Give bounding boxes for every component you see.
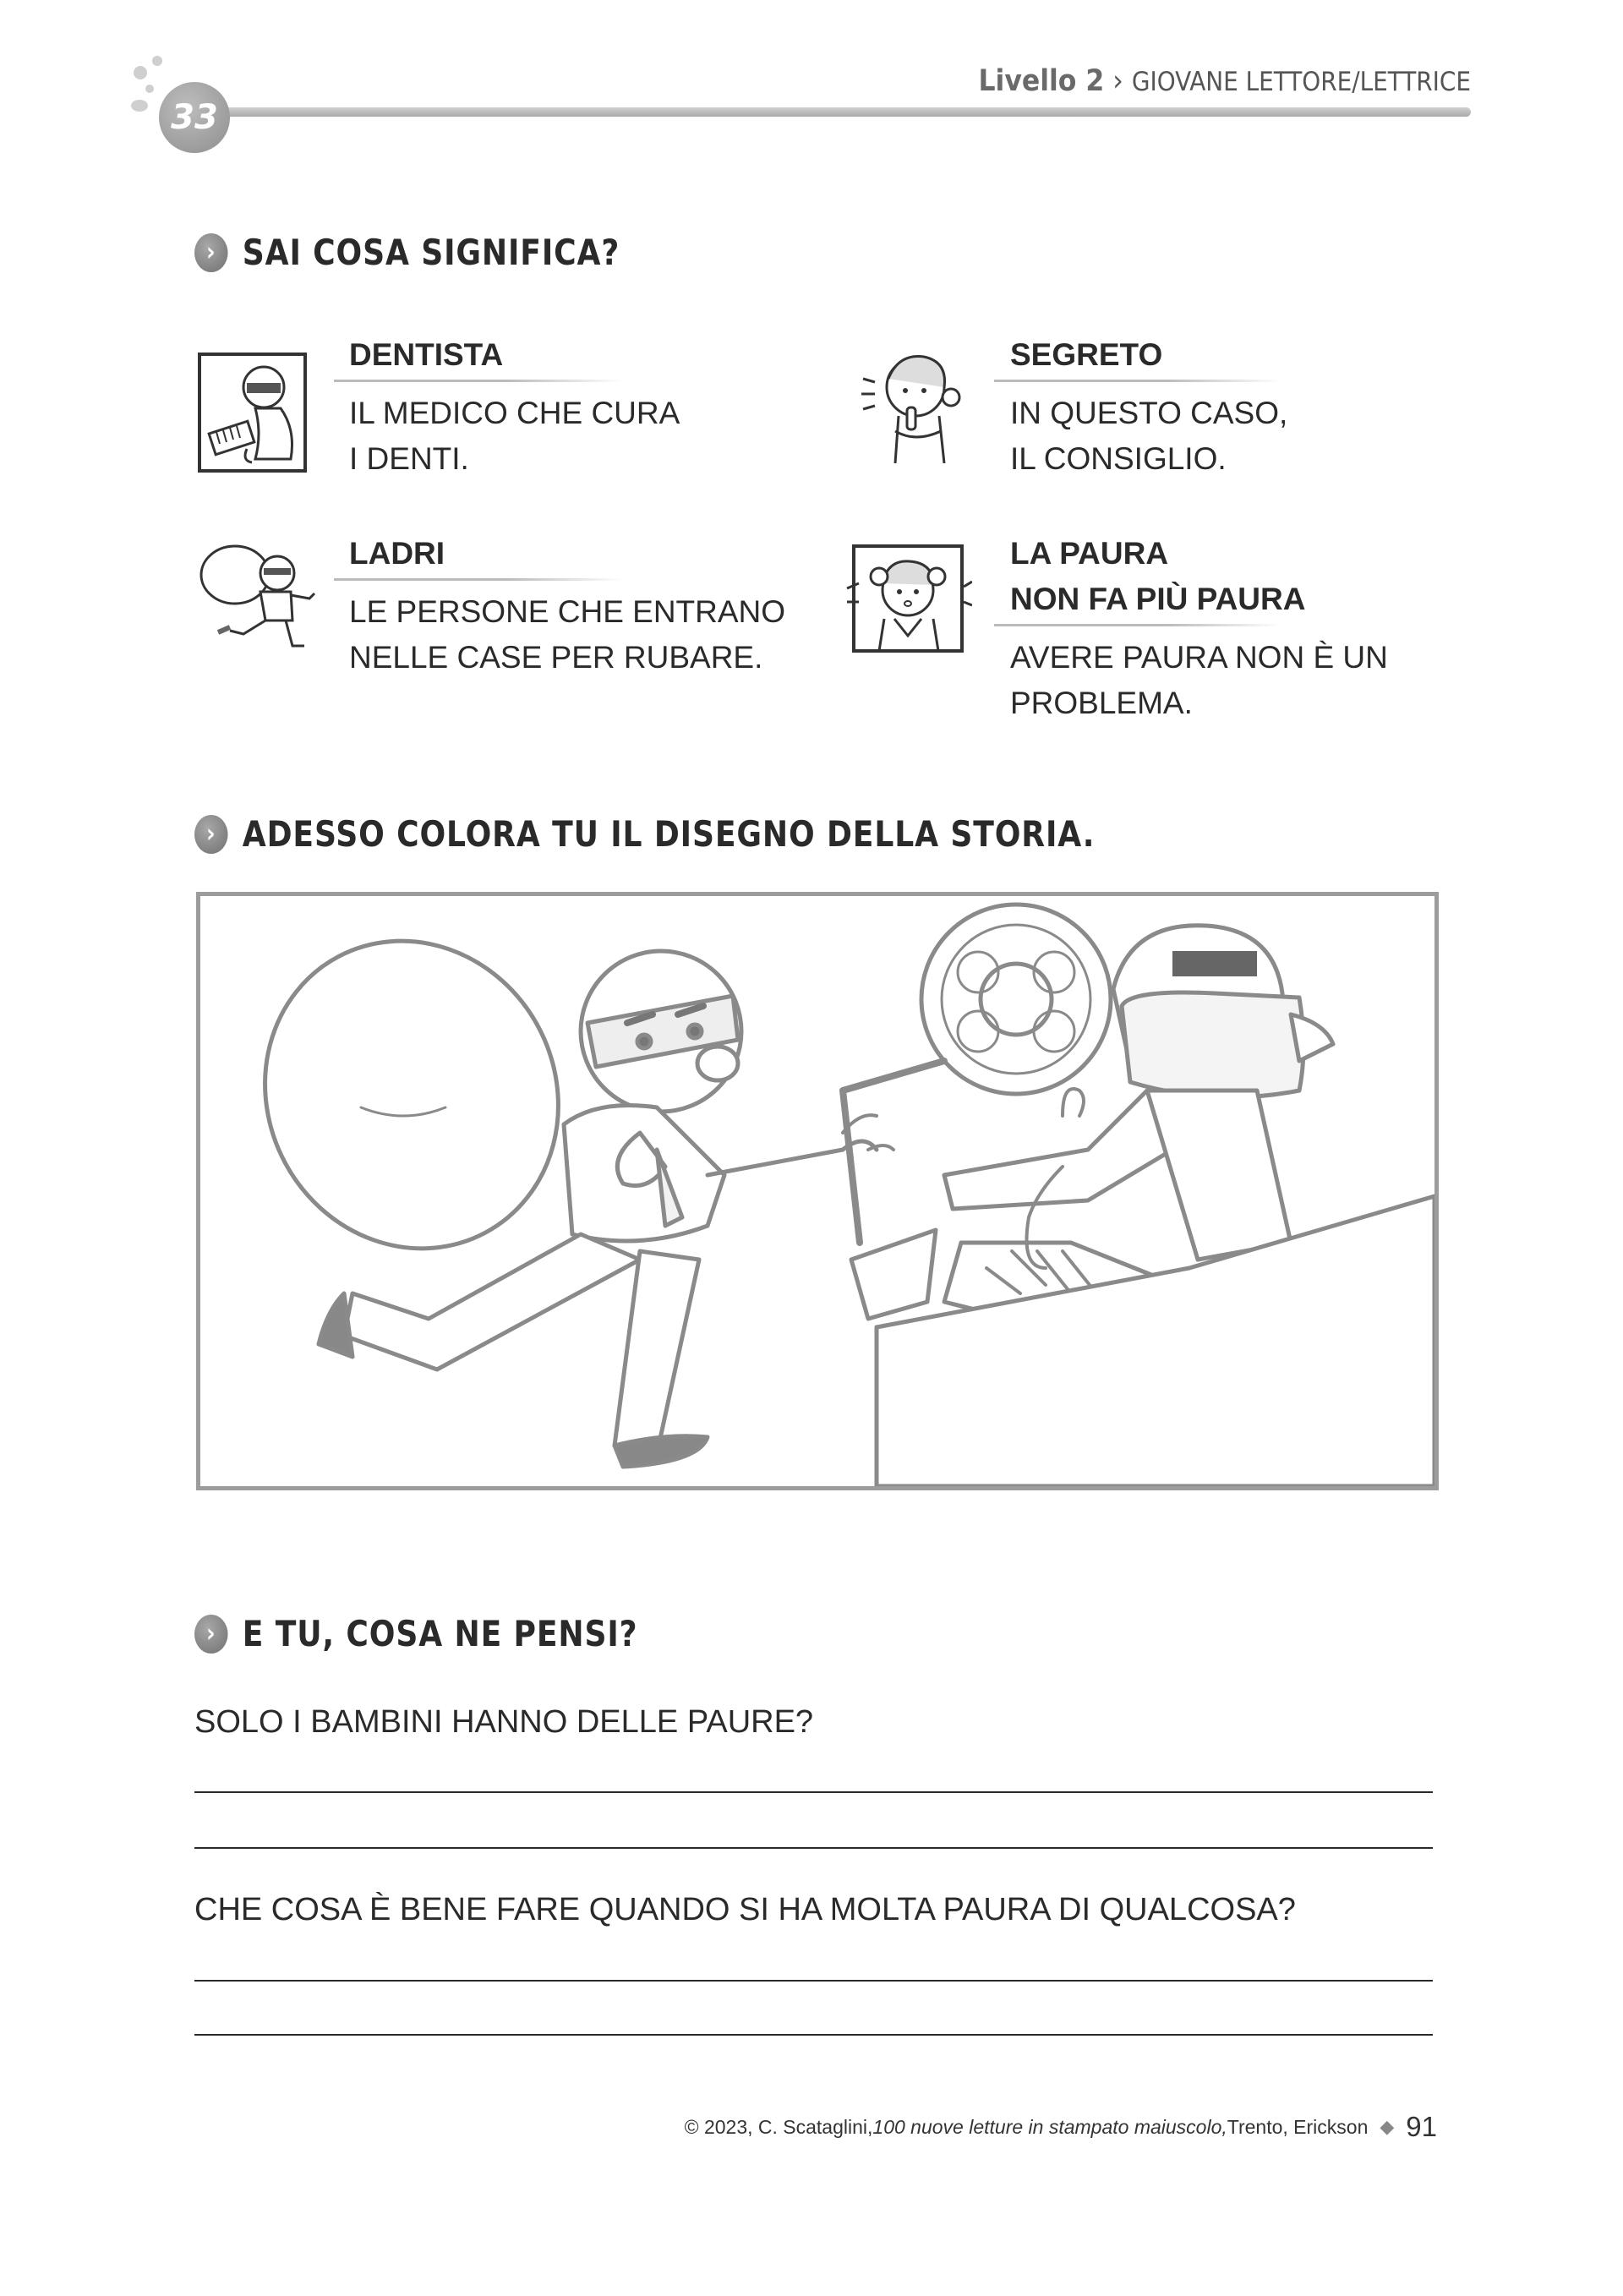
header-rule xyxy=(228,107,1471,117)
glossary-definition-line: NELLE CASE PER RUBARE. xyxy=(349,640,763,675)
story-illustration xyxy=(196,892,1439,1490)
glossary-term-la-paura: LA PAURA xyxy=(1010,536,1169,571)
thief-icon xyxy=(193,539,320,653)
dentist-icon xyxy=(196,349,310,476)
level-category: GIOVANE LETTORE/LETTRICE xyxy=(1131,67,1471,97)
glossary-term-la-paura-line2: NON FA PIÙ PAURA xyxy=(1010,582,1306,616)
answer-line[interactable] xyxy=(194,2034,1433,2036)
scared-girl-icon xyxy=(845,541,972,655)
opinion-heading-text: E TU, COSA NE PENSI? xyxy=(242,1613,638,1654)
coloring-heading xyxy=(194,813,1095,855)
chevron-right-icon: › xyxy=(194,233,228,272)
diamond-icon: ◆ xyxy=(1380,2116,1395,2137)
coloring-heading-text: ADESSO COLORA TU IL DISEGNO DELLA STORIA. xyxy=(242,813,1096,855)
question-1: SOLO I BAMBINI HANNO DELLE PAURE? xyxy=(194,1704,814,1740)
glossary-definition-line: I DENTI. xyxy=(349,441,469,476)
level-title xyxy=(978,64,1471,98)
glossary-heading-text: SAI COSA SIGNIFICA? xyxy=(242,232,620,273)
glossary-definition-line: IL MEDICO CHE CURA xyxy=(349,396,680,430)
chevron-right-icon: › xyxy=(194,1615,228,1654)
glossary-term-rule xyxy=(994,624,1281,626)
level-label: Livello 2 xyxy=(978,64,1105,98)
glossary-definition-line: LE PERSONE CHE ENTRANO xyxy=(349,594,786,629)
glossary-definition-line: IN QUESTO CASO, xyxy=(1010,396,1288,430)
glossary-term-segreto: SEGRETO xyxy=(1010,337,1163,372)
glossary-definition-line: AVERE PAURA NON È UN xyxy=(1010,640,1388,675)
glossary-definition-line: IL CONSIGLIO. xyxy=(1010,441,1227,476)
answer-line[interactable] xyxy=(194,1980,1433,1982)
footer-copyright: © 2023, C. Scataglini, xyxy=(684,2115,873,2138)
glossary-term-rule xyxy=(994,380,1281,382)
opinion-heading xyxy=(194,1613,637,1654)
glossary-term-rule xyxy=(334,380,621,382)
footer-publisher: Trento, Erickson xyxy=(1227,2115,1369,2138)
page-footer xyxy=(685,2111,1437,2143)
chevron-right-icon: › xyxy=(194,815,228,854)
question-2: CHE COSA È BENE FARE QUANDO SI HA MOLTA PAURA DI QUALCOSA? xyxy=(194,1892,1296,1927)
glossary-definition-line: PROBLEMA. xyxy=(1010,686,1193,720)
glossary-term-rule xyxy=(334,578,621,581)
answer-line[interactable] xyxy=(194,1847,1433,1849)
glossary-term-ladri: LADRI xyxy=(349,536,445,571)
glossary-term-dentista: DENTISTA xyxy=(349,337,504,372)
secret-icon xyxy=(856,336,970,472)
answer-line[interactable] xyxy=(194,1791,1433,1793)
glossary-heading xyxy=(194,232,620,273)
page-number: 91 xyxy=(1406,2111,1437,2142)
footer-book-title: 100 nuove letture in stampato maiuscolo, xyxy=(872,2115,1227,2138)
unit-number-badge: 33 xyxy=(159,82,230,153)
level-separator: › xyxy=(1112,64,1123,98)
